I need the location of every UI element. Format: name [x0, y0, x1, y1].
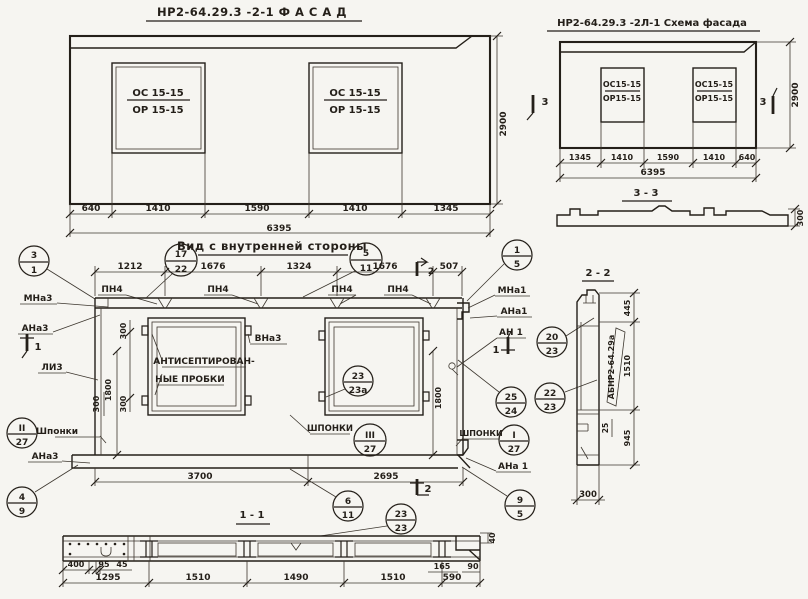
callout-bottom: 22	[174, 265, 188, 275]
facade-view	[66, 5, 509, 237]
dim-label: 1295	[95, 573, 121, 583]
leader-line	[57, 303, 108, 307]
window-mark-bottom: ОР15-15	[602, 94, 642, 103]
label-shponki-left: Шпонки	[35, 427, 79, 437]
pn4-label: ПН4	[207, 285, 229, 295]
parapet-detail	[583, 295, 596, 303]
dim-label: 300	[579, 490, 597, 500]
pn4-label: ПН4	[101, 285, 123, 295]
internal-title: Вид с внутренней стороны	[177, 239, 367, 253]
section-2-label: 2	[427, 267, 435, 277]
label-ana1: АНа1	[500, 307, 528, 317]
dim-label: 1676	[200, 262, 226, 272]
dim-total-label: 6395	[266, 224, 292, 234]
stamp-text: АБНР2-64.29а	[607, 334, 616, 400]
bottom-flange	[72, 455, 470, 468]
callout-bottom: 27	[363, 445, 377, 455]
internal-window-2-frame-inner	[334, 327, 414, 406]
callout-top: 4	[18, 493, 26, 503]
dim-label: 1590	[656, 153, 680, 162]
dim-label: 1410	[702, 153, 726, 162]
callout-bottom: 23	[545, 347, 559, 357]
anchor-detail	[449, 363, 455, 369]
dim-label: 1410	[145, 204, 171, 214]
pn4-label: ПН4	[387, 285, 409, 295]
internal-window-2	[325, 318, 423, 415]
dim-label: 1676	[372, 262, 398, 272]
section-details	[577, 322, 599, 459]
height-dim-label: 2900	[499, 111, 509, 137]
section-3-3-title: 3 - 3	[633, 188, 659, 199]
callout-bottom: 11	[341, 511, 355, 521]
dim-label: 3700	[187, 472, 213, 482]
dim-label: 1510	[380, 573, 406, 583]
callout-top: 17	[174, 250, 188, 260]
callout-bottom: 1	[30, 266, 38, 276]
section-2-2	[571, 268, 640, 505]
parapet-profile	[577, 290, 599, 322]
dim-label: 1410	[342, 204, 368, 214]
internal-window-2-frame	[329, 322, 419, 411]
dim-label: 445	[623, 299, 632, 317]
window-mark-top: ОС15-15	[694, 80, 734, 89]
dim-label: 640	[738, 153, 756, 162]
dim-label: 165	[433, 562, 451, 571]
callout-top: 23	[351, 372, 365, 382]
label-mna1: МНа1	[497, 286, 527, 296]
leader-line	[470, 316, 497, 318]
callout-top: 3	[30, 251, 38, 261]
scheme-parapet-line	[560, 42, 756, 52]
dim-label: 40	[488, 532, 497, 544]
section-3-label: 3	[759, 97, 767, 108]
section-1-1	[59, 510, 497, 587]
callout-bottom: 24	[504, 407, 518, 417]
facade-panel-outline	[70, 36, 490, 204]
rebar-dots	[69, 543, 126, 556]
pn4-label: ПН4	[331, 285, 353, 295]
panel-outline	[95, 298, 463, 455]
callout-top: I	[512, 431, 516, 441]
callout-top: 20	[545, 333, 559, 343]
callout-bottom: 9	[18, 507, 26, 517]
dim-label: 1800	[104, 378, 113, 402]
center-notch	[291, 543, 301, 550]
callout-top: 9	[516, 496, 524, 506]
window-mark-top: ОС15-15	[602, 80, 642, 89]
label-shponki-right: ШПОНКИ	[459, 429, 503, 438]
sill-plateau	[158, 543, 236, 556]
section-3-3-profile	[557, 206, 788, 226]
dim-label: 1800	[434, 386, 443, 410]
note-line2: НЫЕ ПРОБКИ	[155, 375, 225, 385]
leader-line	[35, 465, 78, 492]
facade-title: НР2-64.29.3 -2-1 Ф А С А Д	[156, 5, 348, 19]
extension-lines	[95, 455, 463, 486]
dim-total-label: 6395	[640, 168, 666, 178]
leader-line	[412, 295, 431, 304]
section-2-arrow-top	[417, 258, 427, 266]
sill-plateau	[355, 543, 431, 556]
dim-label: 590	[442, 573, 462, 583]
dim-label: 1345	[433, 204, 459, 214]
window-mark-bottom: ОР15-15	[694, 94, 734, 103]
section-2-label: 2	[424, 484, 432, 495]
scheme-title: НР2-64.29.3 -2Л-1 Схема фасада	[557, 18, 747, 29]
section-1-1-title: 1 - 1	[239, 510, 265, 521]
section-2-2-title: 2 - 2	[585, 268, 611, 279]
leader-line	[232, 295, 258, 304]
callout-top: 23	[394, 510, 408, 520]
antiseptic-plugs	[319, 331, 429, 401]
dim-label: 300	[92, 395, 101, 413]
callout-bottom: 27	[15, 438, 29, 448]
leader-line	[290, 469, 336, 497]
note-line1: АНТИСЕПТИРОВАН-	[153, 357, 255, 367]
leader-line	[566, 318, 594, 336]
callout-bottom: 27	[507, 445, 521, 455]
callout-top: 5	[362, 249, 370, 259]
section-1-label: 1	[34, 342, 42, 353]
dim-label: 507	[439, 262, 459, 272]
callout-top: III	[364, 431, 376, 441]
callout-bottom: 11	[359, 264, 373, 274]
dim-label: 300	[119, 395, 128, 413]
dim-label: 945	[623, 429, 632, 447]
scheme-view	[527, 17, 805, 230]
dim-label: 1212	[117, 262, 143, 272]
label-an1: АН 1	[499, 328, 523, 338]
label-ana3: АНа3	[21, 324, 49, 334]
section-body	[577, 322, 599, 465]
dim-label: 1590	[244, 204, 270, 214]
callout-top: 25	[504, 393, 518, 403]
callout-bottom: 23а	[348, 386, 368, 396]
callout-top: II	[18, 424, 26, 434]
callout-top: 1	[513, 246, 521, 256]
label-ana1-bottom: АНа 1	[498, 462, 528, 472]
label-shponki-mid: ШПОНКИ	[306, 424, 354, 434]
leader-line	[62, 461, 90, 463]
callout-bottom: 5	[516, 510, 524, 520]
rib-notches	[108, 298, 440, 308]
callout-bottom: 23	[394, 524, 408, 534]
window-mark-top: ОС 15-15	[132, 88, 184, 99]
dim-label: 2695	[373, 472, 399, 482]
callout-bottom: 23	[543, 403, 557, 413]
window-mark-top: ОС 15-15	[329, 88, 381, 99]
strip-inner-lines	[63, 536, 480, 561]
dim-label: 1490	[283, 573, 309, 583]
height-dim-label: 2900	[791, 82, 801, 108]
leader-line	[458, 360, 499, 392]
leader-line	[126, 295, 157, 304]
dim-label: 400	[67, 560, 85, 569]
section-3-label: 3	[541, 97, 549, 108]
section-1-label: 1	[492, 345, 500, 356]
dim-label: 95	[98, 560, 110, 569]
right-end-step	[456, 536, 480, 560]
internal-view	[15, 239, 532, 495]
dim-label: 1510	[623, 354, 632, 378]
dim-label: 25	[601, 422, 610, 434]
leader-line	[66, 372, 98, 380]
label-vna3: ВНа3	[254, 334, 282, 344]
label-li3: ЛИ3	[41, 363, 63, 373]
dim-label: 1324	[286, 262, 312, 272]
dim-label: 1510	[185, 573, 211, 583]
u-bar-detail	[101, 547, 111, 556]
leader-line	[466, 458, 496, 471]
dim-label: 1410	[610, 153, 634, 162]
callout-top: 6	[344, 497, 352, 507]
leader-line	[320, 526, 387, 536]
leader-line	[146, 274, 172, 298]
dim-label: 1345	[568, 153, 592, 162]
top-band-lines	[95, 298, 462, 308]
thickness-dim-label: 300	[796, 209, 805, 227]
window-mark-bottom: ОР 15-15	[132, 105, 184, 116]
dim-label: 45	[116, 560, 128, 569]
dim-label: 300	[119, 322, 128, 340]
facade-parapet-line	[70, 36, 472, 48]
callout-top: 22	[543, 389, 557, 399]
leader-line	[47, 269, 95, 299]
label-ana3-bottom: АНа3	[31, 452, 59, 462]
section-3-arrow-left	[527, 113, 533, 120]
leader-line	[53, 315, 100, 332]
section-3-arrow-right	[773, 88, 777, 96]
callout-bottom: 5	[513, 260, 521, 270]
leader-line	[468, 295, 495, 308]
dim-label: 90	[467, 562, 479, 571]
window-mark-bottom: ОР 15-15	[329, 105, 381, 116]
leader-line	[340, 295, 356, 304]
dim-label: 640	[81, 204, 101, 214]
label-mna3: МНа3	[23, 294, 53, 304]
